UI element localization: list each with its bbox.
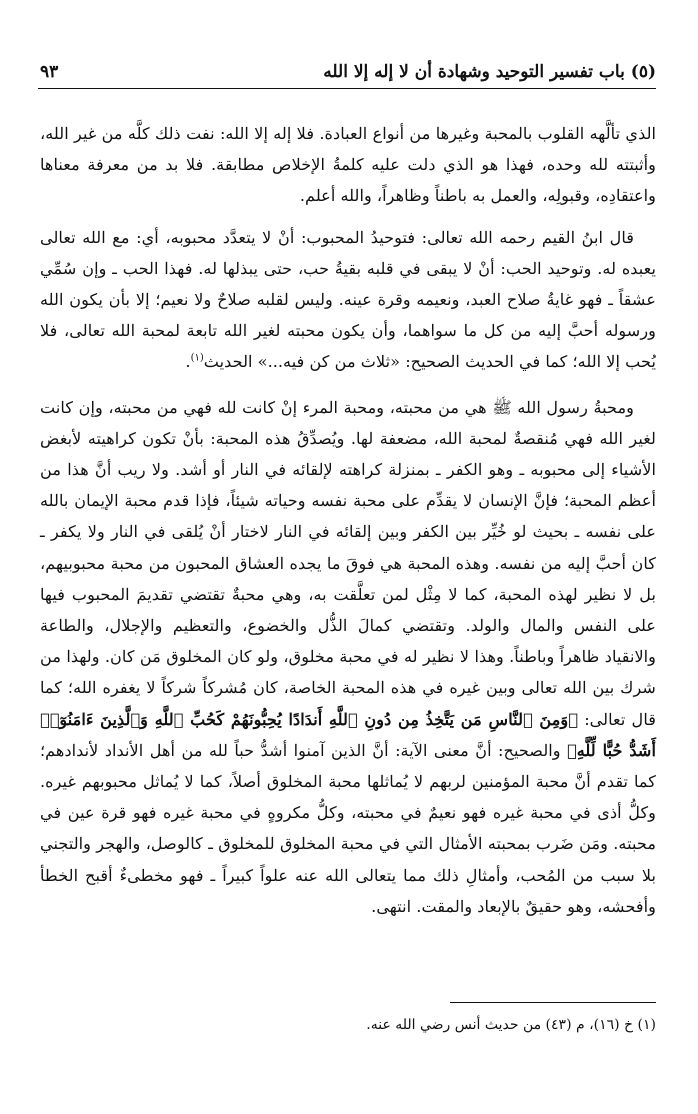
paragraph bbox=[40, 118, 656, 212]
footnote-divider bbox=[450, 1002, 656, 1003]
paragraph bbox=[40, 222, 656, 378]
paragraph bbox=[40, 392, 656, 922]
paragraph-tail: . bbox=[185, 352, 191, 372]
paragraph-continuation: والصحيح: أنَّ معنى الآية: أنَّ الذين آمنوا أشدُّ حباً لله من أهل الأنداد لأندادهم؛ كما تقدم أنَّ محبة المؤمنين لربهم لا يُماثلها محبة المخلوق أصلاً، كما لا يُماثل محبوبهم غيره. وكلُّ أذى في محبة غيره فهو نعيمٌ في محبته، وكلُّ مكروهٍ في محبة غيره فهو قرة عين في محبته. ومَن ضَرب بمحبته الأمثال التي في محبة المخلوق للمخلوق ـ كالوصل، والهجر والتجني بلا سبب من المُحب، وأمثالِ ذلك مما يتعالى الله عنه علواً كبيراً ـ فهو مخطىءٌ أقبح الخطأ وأفحشه، وهو حقيقٌ بالإبعاد والمقت. انتهى. bbox=[40, 740, 656, 916]
footnote bbox=[40, 1014, 656, 1036]
page-number: ٩٣ bbox=[40, 62, 59, 82]
chapter-title: (٥) باب تفسير التوحيد وشهادة أن لا إله إلا الله bbox=[323, 62, 656, 82]
paragraph-text: الذي تألَّهه القلوب بالمحبة وغيرها من أنواع العبادة. فلا إله إلا الله: نفت ذلك كلَّه من غير الله، وأثبتته لله وحده، فهذا هو الذي دلت عليه كلمةُ الإخلاص مطابقة. فلا بد من معرفة معناها واعتقادِه، وقبولِه، والعمل به باطناً وظاهراً، والله أعلم. bbox=[40, 124, 656, 206]
paragraph-text: ومحبةُ رسول الله ﷺ هي من محبته، ومحبة المرء إنْ كانت لله فهي من محبته، وإن كانت لغير الله فهي مُنقصةٌ لمحبة الله، مضعفة لها. ويُصدِّقُ هذه المحبة: بأنْ تكون كراهيته لأبغض الأشياء إلى محبوبه ـ وهو الكفر ـ بمنزلة كراهته لإلقائه في النار أو أشد. ولا ريب أنَّ هذا من أعظم المحبة؛ فإنَّ الإنسان لا يقدِّم على محبة نفسه وحياته شيئاً، فإذا قدم محبة الإيمان بالله على نفسه ـ بحيث لو خُيِّر بين الكفر وبين إلقائه في النار لاختار أنْ يُلقى في النار ولا يكفر ـ كان أحبَّ إليه من نفسه. وهذه المحبة هي فوقَ ما يجده العشاق المحبون من محبة محبوبيهم، بل لا نظير لهذه المحبة، كما لا مِثْل لمن تعلَّقت به، وهي محبةٌ تقتضي تقديمَ المحبوب فيها على النفس والمال والولد. وتقتضي كمالَ الذُّل والخضوع، والتعظيم والإجلال، والطاعة والانقياد ظاهراً وباطناً. وهذا لا نظير له في محبة مخلوق، ولو كان المخلوق مَن كان. ولهذا من شرك بين الله تعالى وبين غيره في هذه المحبة الخاصة، كان مُشركاً شركاً لا يغفره الله؛ كما قال تعالى: bbox=[40, 397, 656, 729]
footnote-marker[interactable]: (١) bbox=[190, 353, 204, 365]
footnote-text: (١) خ (١٦)، م (٤٣) من حديث أنس رضي الله عنه. bbox=[366, 1017, 656, 1033]
paragraph-text: قال ابنُ القيم رحمه الله تعالى: فتوحيدُ المحبوب: أنْ لا يتعدَّد محبوبه، أي: مع الله تعالى يعبده له. وتوحيد الحب: أنْ لا يبقى في قلبه بقيةُ حب، حتى يبذلها له. فهذا الحب ـ وإن سُمِّي عشقاً ـ فهو غايةُ صلاح العبد، ونعيمه وقرة عينه. وليس لقلبه صلاحٌ ولا نعيم؛ إلا بأن يكون الله ورسوله أحبَّ إليه من كل ما سواهما، وأن يكون محبته لغير الله تابعة لمحبة الله تعالى، فلا يُحب إلا الله؛ كما في الحديث الصحيح: «ثلاث من كن فيه...» الحديث bbox=[40, 227, 656, 372]
quran-verse: ﴿وَمِنَ ٱلنَّاسِ مَن يَتَّخِذُ مِن دُونِ ٱللَّهِ أَندَادًا يُحِبُّونَهُمْ كَحُبِّ ٱللَّهِ وَٱلَّذِينَ ءَامَنُوٓا۟ أَشَدُّ حُبًّا لِّلَّهِ﴾ bbox=[40, 709, 656, 760]
running-header bbox=[38, 58, 656, 89]
body-text bbox=[40, 118, 656, 922]
